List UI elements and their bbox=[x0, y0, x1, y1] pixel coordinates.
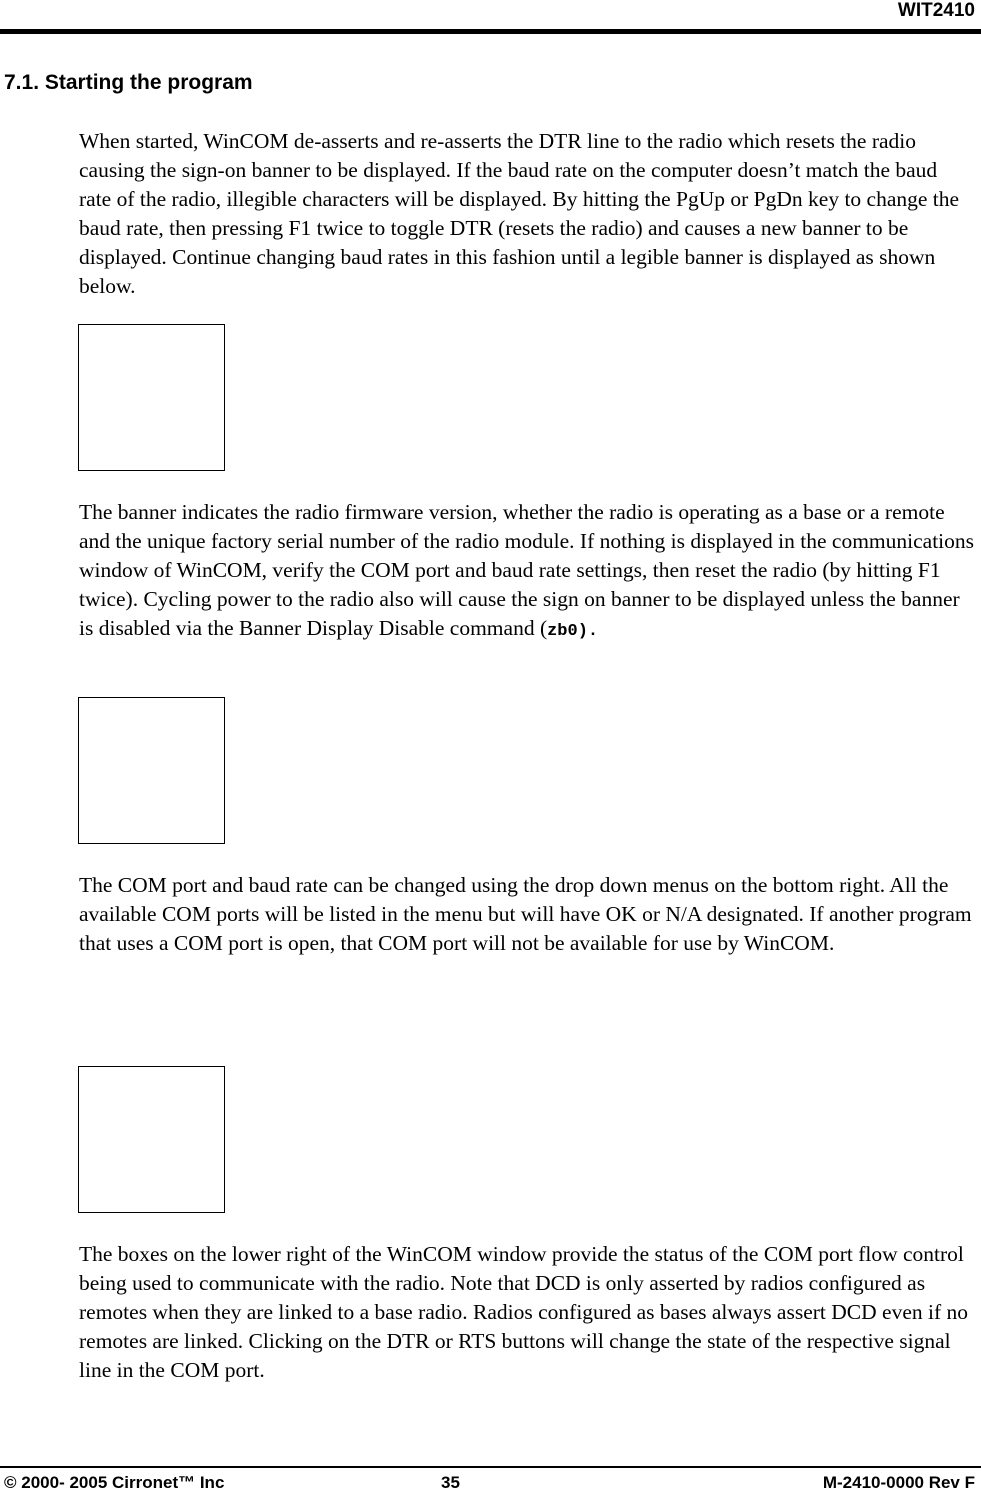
header-rule bbox=[0, 29, 981, 34]
paragraph-com-port: The COM port and baud rate can be changed using the drop down menus on the bottom right. All the available COM ports will be listed in the menu but will have OK or N/A designated. If another program that uses a COM port is open, that COM port will not be available for use by WinCOM. bbox=[79, 873, 972, 955]
wincom-window-figure bbox=[78, 697, 225, 844]
paragraph-banner-text: The banner indicates the radio firmware version, whether the radio is operating as a base or a remote and the unique factory serial number of the radio module. If nothing is displayed in the communications window of WinCOM, verify the COM port and baud rate settings, then reset the radio (by hitting F1 twice). Cycling power to the radio also will cause the sign on banner to be displayed unless the banner is disabled via the Banner Display Disable command ( bbox=[79, 500, 975, 640]
banner-screenshot-figure bbox=[78, 324, 225, 471]
section-heading: 7.1. Starting the program bbox=[4, 71, 253, 94]
document-header-title: WIT2410 bbox=[897, 0, 975, 21]
footer-page-number: 35 bbox=[441, 1473, 460, 1492]
footer-rule bbox=[0, 1466, 981, 1468]
footer-doc-id: M-2410-0000 Rev F bbox=[822, 1473, 975, 1492]
com-port-menu-figure bbox=[78, 1066, 225, 1213]
paragraph-starting: When started, WinCOM de-asserts and re-asserts the DTR line to the radio which resets the radio causing the sign-on banner to be displayed. If the baud rate on the computer doesn’t match the baud rate of the radio, illegible characters will be displayed. By hitting the PgUp or PgDn key to change the baud rate, then pressing F1 twice to toggle DTR (resets the radio) and causes a new banner to be displayed. Continue changing baud rates in this fashion until a legible banner is displayed as shown below. bbox=[79, 129, 960, 298]
banner-disable-command: zb0). bbox=[547, 622, 599, 641]
footer-copyright: © 2000- 2005 Cirronet™ Inc bbox=[4, 1473, 225, 1492]
paragraph-flow-control: The boxes on the lower right of the WinCOM window provide the status of the COM port flow control being used to communicate with the radio. Note that DCD is only asserted by radios configured as remotes when they are linked to a base radio. Radios configured as bases always assert DCD even if no remotes are linked. Clicking on the DTR or RTS buttons will change the state of the respective signal line in the COM port. bbox=[79, 1242, 968, 1382]
paragraph-banner bbox=[79, 498, 974, 646]
